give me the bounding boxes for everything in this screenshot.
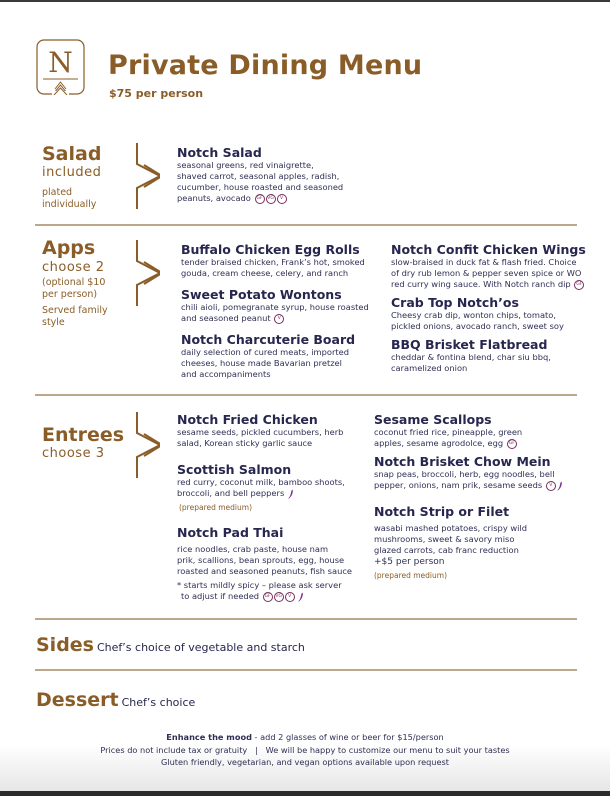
item-description: red curry, coconut milk, bamboo shoots, broccoli, and bell peppers xyxy=(177,477,345,498)
item-name: Notch Fried Chicken xyxy=(177,412,318,427)
item-description: chili aioli, pomegranate syrup, house roasted and seasoned peanut V xyxy=(181,302,369,323)
section-subtitle-apps: choose 2 xyxy=(42,260,105,275)
menu-item-scottish-salmon xyxy=(177,462,367,512)
section-title-dessert: Dessert xyxy=(36,689,119,711)
menu-item-notch-charcuterie-board xyxy=(181,332,381,380)
footer-dietary-line: Gluten friendly, vegetarian, and vegan options available upon request xyxy=(160,757,450,767)
dessert-description: Chef’s choice xyxy=(121,696,196,709)
page-title: Private Dining Menu xyxy=(108,50,423,81)
vegan-badge-icon: V xyxy=(546,481,556,491)
item-description: sesame seeds, pickled cucumbers, herb salad, Korean sticky garlic sauce xyxy=(177,427,344,448)
price-per-person: $75 per person xyxy=(109,87,204,100)
menu-item-crab-top-notchos xyxy=(391,295,601,332)
item-name: Buffalo Chicken Egg Rolls xyxy=(181,242,360,257)
section-sides xyxy=(36,634,305,656)
menu-item-notch-pad-thai xyxy=(177,525,367,602)
window-bottom-edge xyxy=(0,791,610,796)
preparation-note: (prepared medium) xyxy=(179,503,253,512)
menu-item-notch-strip-or-filet xyxy=(374,504,574,580)
menu-item-bbq-brisket-flatbread xyxy=(391,337,601,374)
item-name: Scottish Salmon xyxy=(177,462,292,477)
item-name: Notch Pad Thai xyxy=(177,525,284,540)
vegetarian-badge-icon: VG xyxy=(266,194,276,204)
section-subtitle-entrees: choose 3 xyxy=(42,446,105,461)
window-top-edge xyxy=(0,0,610,2)
section-subtitle-salad: included xyxy=(42,165,102,180)
chili-pepper-icon xyxy=(298,592,304,602)
item-description: rice noodles, crab paste, house nam prik, scallions, bean sprouts, egg, house roasted and seasoned peanuts, fish sauce xyxy=(177,544,352,576)
apps-note-2: per person) xyxy=(42,289,98,300)
section-title-salad: Salad xyxy=(42,143,102,165)
item-name: Notch Charcuterie Board xyxy=(181,332,356,347)
item-description: daily selection of cured meats, imported cheeses, house made Bavarian pretzel and accompaniments xyxy=(181,347,350,379)
vegan-badge-icon: V xyxy=(285,592,295,602)
item-description: slow-braised in duck fat & flash fried. Choice of dry rub lemon & pepper seven spice or WO red curry wing sauce. With Notch ranch dip GF xyxy=(391,257,583,289)
item-description: seasonal greens, red vinaigrette, shaved carrot, seasonal apples, radish, cucumber, house roasted and seasoned peanuts, avocado GF VG V xyxy=(177,160,344,203)
menu-item-sesame-scallops xyxy=(374,412,574,449)
item-name: Notch Confit Chicken Wings xyxy=(391,242,586,257)
notch-logo-icon xyxy=(36,39,85,95)
apps-note-1: (optional $10 xyxy=(42,277,106,288)
apps-note-3: Served family xyxy=(42,305,108,316)
double-chevron-arrow-icon xyxy=(130,412,160,478)
footer-notes xyxy=(0,731,610,769)
item-name: Notch Strip or Filet xyxy=(374,504,510,519)
menu-item-notch-fried-chicken xyxy=(177,412,367,449)
upcharge-price: +$5 per person xyxy=(374,557,445,567)
section-divider xyxy=(35,618,577,620)
item-name: Crab Top Notch’os xyxy=(391,295,519,310)
section-divider xyxy=(35,669,577,671)
gluten-free-badge-icon: GF xyxy=(574,280,584,290)
item-name: BBQ Brisket Flatbread xyxy=(391,337,548,352)
apps-note-4: style xyxy=(42,317,65,328)
menu-item-buffalo-chicken-egg-rolls xyxy=(181,242,381,279)
section-title-apps: Apps xyxy=(42,237,96,259)
salad-note-2: individually xyxy=(42,199,97,210)
item-name: Sweet Potato Wontons xyxy=(181,287,342,302)
footer-pricing-line: Prices do not include tax or gratuity | We will be happy to customize our menu to suit your tastes xyxy=(100,744,510,755)
chili-pepper-icon xyxy=(557,481,563,491)
item-description: cheddar & fontina blend, char siu bbq, caramelized onion xyxy=(391,352,551,373)
vegan-badge-icon: V xyxy=(277,194,287,204)
salad-note-1: plated xyxy=(42,187,73,198)
menu-item-notch-confit-chicken-wings xyxy=(391,242,601,290)
section-divider xyxy=(35,224,577,226)
preparation-note: (prepared medium) xyxy=(374,571,448,580)
menu-item-notch-brisket-chow-mein xyxy=(374,454,584,491)
svg-text:N: N xyxy=(48,46,73,79)
chili-pepper-icon xyxy=(288,489,294,499)
section-divider xyxy=(35,394,577,396)
menu-item-notch-salad xyxy=(177,145,377,204)
item-description: Cheesy crab dip, wonton chips, tomato, pickled onions, avocado ranch, sweet soy xyxy=(391,310,564,331)
section-title-sides: Sides xyxy=(36,634,94,656)
item-name: Notch Salad xyxy=(177,145,262,160)
vegan-badge-icon: V xyxy=(274,314,284,324)
item-description: snap peas, broccoli, herb, egg noodles, bell pepper, onions, nam prik, sesame seeds V xyxy=(374,469,584,491)
item-name: Notch Brisket Chow Mein xyxy=(374,454,551,469)
gluten-free-badge-icon: GF xyxy=(263,592,273,602)
item-description: wasabi mashed potatoes, crispy wild mushrooms, sweet & savory miso glazed carrots, cab franc reduction xyxy=(374,523,528,555)
item-name: Sesame Scallops xyxy=(374,412,492,427)
sides-description: Chef’s choice of vegetable and starch xyxy=(97,641,305,654)
spicy-note: * starts mildly spicy – please ask server to adjust if needed GF VG V xyxy=(177,580,342,601)
section-dessert xyxy=(36,689,195,711)
footer-enhance-line: Enhance the mood - add 2 glasses of wine or beer for $15/person xyxy=(166,732,444,742)
item-description: coconut fried rice, pineapple, green apples, sesame agrodolce, egg GF xyxy=(374,427,523,448)
item-description: tender braised chicken, Frank’s hot, smoked gouda, cream cheese, celery, and ranch xyxy=(181,257,365,278)
gluten-free-badge-icon: GF xyxy=(507,439,517,449)
menu-item-sweet-potato-wontons xyxy=(181,287,381,324)
gluten-free-badge-icon: GF xyxy=(255,194,265,204)
double-chevron-arrow-icon xyxy=(130,240,160,306)
vegetarian-badge-icon: VG xyxy=(274,592,284,602)
section-title-entrees: Entrees xyxy=(42,424,125,446)
double-chevron-arrow-icon xyxy=(130,143,160,209)
